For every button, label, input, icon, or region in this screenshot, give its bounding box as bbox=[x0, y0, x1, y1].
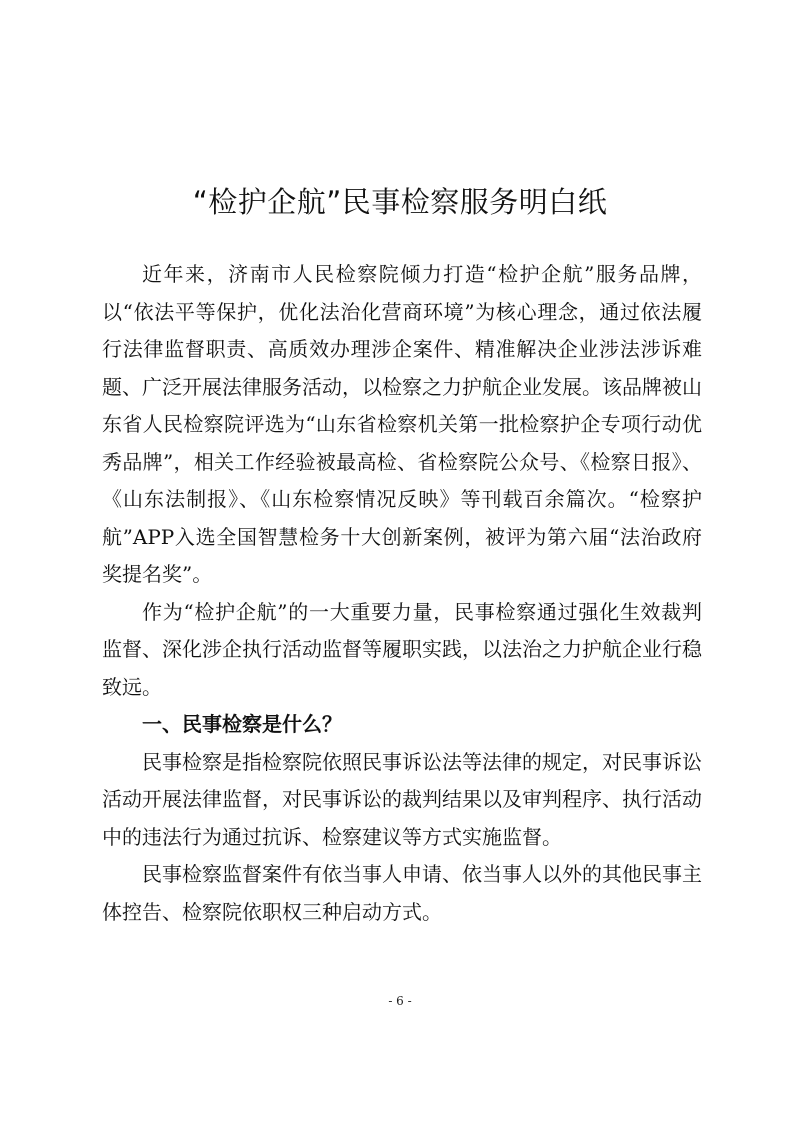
paragraph-initiation: 民事检察监督案件有依当事人申请、依当事人以外的其他民事主体控告、检察院依职权三种启动方式。 bbox=[102, 862, 702, 924]
paragraph-role: 作为“检护企航”的一大重要力量，民事检察通过强化生效裁判监督、深化涉企执行活动监督等履职实践，以法治之力护航企业行稳致远。 bbox=[102, 599, 702, 699]
document-body bbox=[102, 256, 702, 931]
page-number: - 6 - bbox=[388, 994, 412, 1008]
paragraph-intro: 近年来，济南市人民检察院倾力打造“检护企航”服务品牌，以“依法平等保护，优化法治化营商环境”为核心理念，通过依法履行法律监督职责、高质效办理涉企案件、精准解决企业涉法涉诉难题、广泛开展法律服务活动，以检察之力护航企业发展。该品牌被山东省人民检察院评选为“山东省检察机关第一批检察护企专项行动优秀品牌”，相关工作经验被最高检、省检察院公众号、《检察日报》、《山东法制报》、《山东检察情况反映》等刊载百余篇次。“检察护航”APP入选全国智慧检务十大创新案例，被评为第六届“法治政府奖提名奖”。 bbox=[102, 262, 702, 586]
document-title: “检护企航”民事检察服务明白纸 bbox=[192, 185, 608, 219]
paragraph-definition: 民事检察是指检察院依照民事诉讼法等法律的规定，对民事诉讼活动开展法律监督，对民事诉讼的裁判结果以及审判程序、执行活动中的违法行为通过抗诉、检察建议等方式实施监督。 bbox=[102, 749, 702, 849]
section-heading-what-is-civil-procuratorate: 一、民事检察是什么？ bbox=[142, 712, 342, 736]
